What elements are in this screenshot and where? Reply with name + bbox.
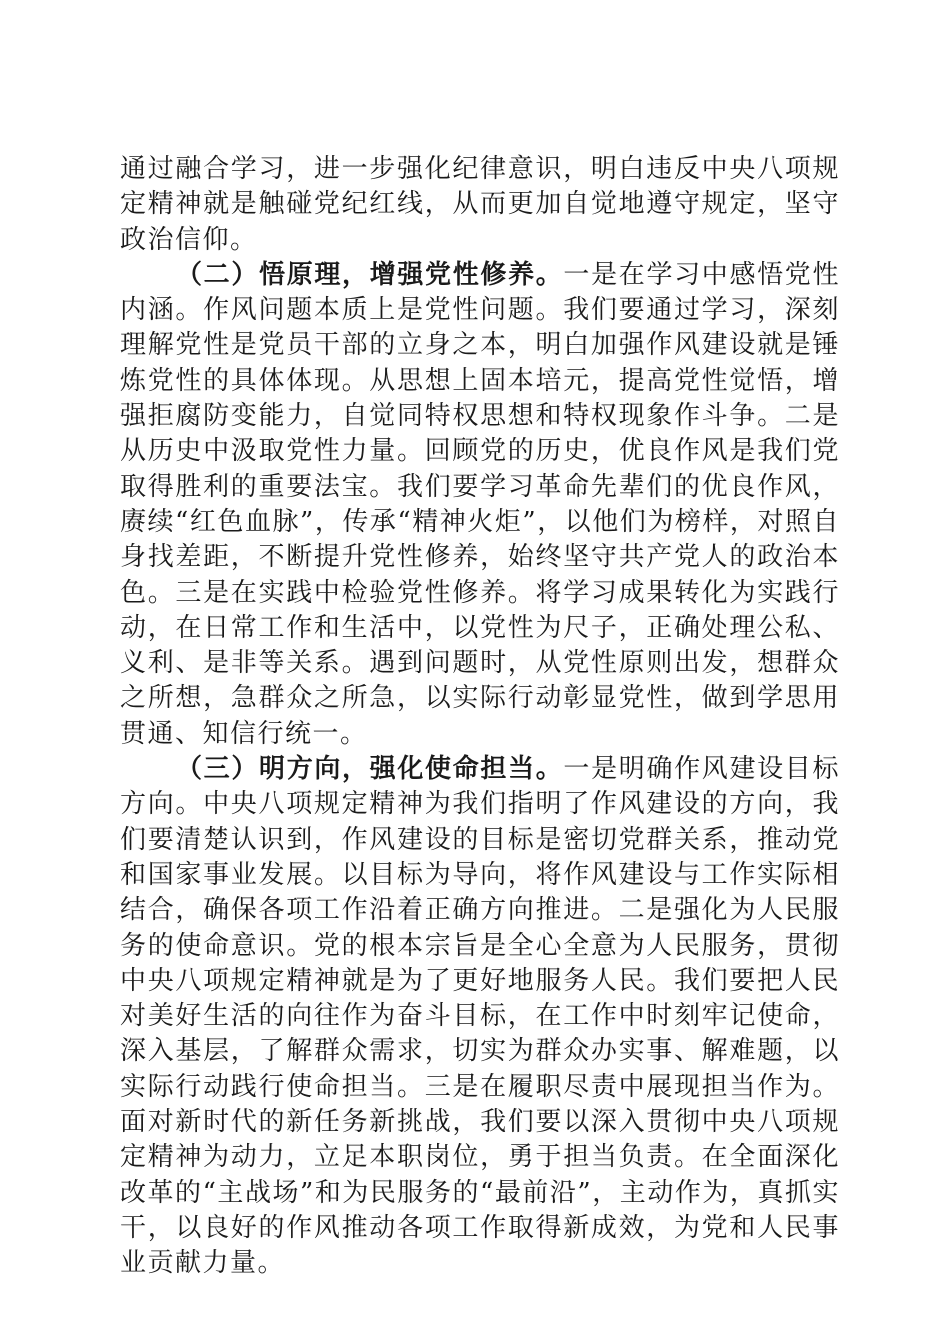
paragraph-text: 一是在学习中感悟党性内涵。作风问题本质上是党性问题。我们要通过学习，深刻理解党性是党员干部的立身之本，明白加强作风建设就是锤炼党性的具体体现。从思想上固本培元，提高党性觉悟，增强拒腐防变能力，自觉同特权思想和特权现象作斗争。二是从历史中汲取党性力量。回顾党的历史，优良作风是我们党取得胜利的重要法宝。我们要学习革命先辈们的优良作风，赓续“红色血脉”，传承“精神火炬”，以他们为榜样，对照自身找差距，不断提升党性修养，始终坚守共产党人的政治本色。三是在实践中检验党性修养。将学习成果转化为实践行动，在日常工作和生活中，以党性为尺子，正确处理公私、义利、是非等关系。遇到问题时，从党性原则出发，想群众之所想，急群众之所急，以实际行动彰显党性，做到学思用贯通、知信行统一。: [120, 259, 840, 749]
section-heading: （二）悟原理，增强党性修养。: [176, 259, 564, 290]
section-heading: （三）明方向，强化使命担当。: [176, 754, 564, 785]
paragraph-section-2: [120, 258, 840, 752]
paragraph-section-3: [120, 752, 840, 1281]
paragraph-continuation: [120, 152, 840, 258]
document-body: [120, 152, 840, 1282]
paragraph-text: 一是明确作风建设目标方向。中央八项规定精神为我们指明了作风建设的方向，我们要清楚认识到，作风建设的目标是密切党群关系，推动党和国家事业发展。以目标为导向，将作风建设与工作实际相结合，确保各项工作沿着正确方向推进。二是强化为人民服务的使命意识。党的根本宗旨是全心全意为人民服务，贯彻中央八项规定精神就是为了更好地服务人民。我们要把人民对美好生活的向往作为奋斗目标，在工作中时刻牢记使命，深入基层，了解群众需求，切实为群众办实事、解难题，以实际行动践行使命担当。三是在履职尽责中展现担当作为。面对新时代的新任务新挑战，我们要以深入贯彻中央八项规定精神为动力，立足本职岗位，勇于担当负责。在全面深化改革的“主战场”和为民服务的“最前沿”，主动作为，真抓实干，以良好的作风推动各项工作取得新成效，为党和人民事业贡献力量。: [120, 754, 840, 1279]
paragraph-text: 通过融合学习，进一步强化纪律意识，明白违反中央八项规定精神就是触碰党纪红线，从而更加自觉地遵守规定，坚守政治信仰。: [120, 154, 840, 255]
